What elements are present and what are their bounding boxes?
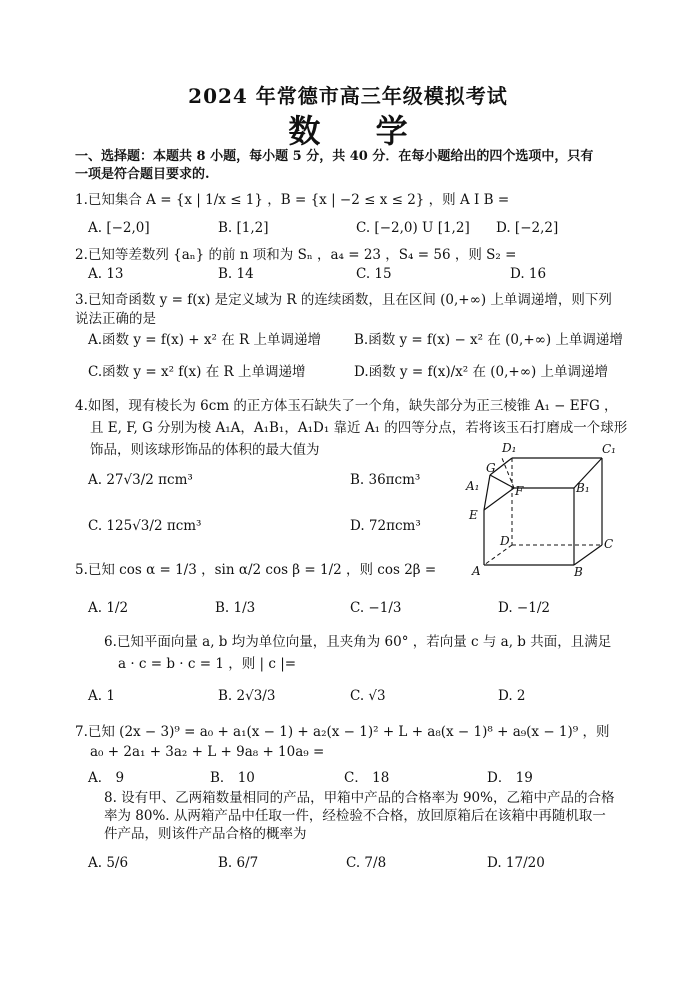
question-5-stem: 5.已知 cos α = 1/3 ，sin α/2 cos β = 1/2 ，则 cos 2β = bbox=[75, 562, 437, 578]
q3-option-c: C.函数 y = x² f(x) 在 R 上单调递增 bbox=[88, 364, 306, 380]
label-b: B bbox=[574, 565, 583, 579]
q1-option-c: C. [−2,0) U [1,2] bbox=[356, 220, 470, 236]
label-a1: A₁ bbox=[466, 479, 480, 493]
q3-option-d: D.函数 y = f(x)/x² 在 (0,+∞) 上单调递增 bbox=[354, 364, 609, 380]
question-6-stem-line2: a · c = b · c = 1 ，则 | c |= bbox=[118, 656, 297, 672]
q1-option-d: D. [−2,2] bbox=[496, 220, 559, 236]
q4-option-c: C. 125√3/2 πcm³ bbox=[88, 518, 202, 534]
q5-option-d: D. −1/2 bbox=[498, 600, 550, 616]
q8-option-c: C. 7/8 bbox=[346, 855, 387, 871]
q1-option-b: B. [1,2] bbox=[218, 220, 269, 236]
question-4-stem-line3: 饰品，则该球形饰品的体积的最大值为 bbox=[90, 442, 320, 458]
question-8-stem-line3: 件产品，则该件产品合格的概率为 bbox=[104, 826, 307, 842]
question-8-stem-line2: 率为 80%. 从两箱产品中任取一件，经检验不合格，放回原箱后在该箱中再随机取一 bbox=[104, 808, 606, 824]
question-1-stem bbox=[75, 188, 509, 208]
q4-option-d: D. 72πcm³ bbox=[350, 518, 421, 534]
q2-option-a: A. 13 bbox=[88, 266, 124, 282]
exam-title: 2024 年常德市高三年级模拟考试 bbox=[188, 84, 508, 108]
label-f: F bbox=[515, 484, 524, 498]
q1-option-a: A. [−2,0] bbox=[88, 220, 150, 236]
q5-option-c: C. −1/3 bbox=[350, 600, 402, 616]
q7-option-a: A． 9 bbox=[88, 770, 125, 786]
q2-option-d: D. 16 bbox=[510, 266, 547, 282]
q8-option-d: D. 17/20 bbox=[487, 855, 545, 871]
q6-option-b: B. 2√3/3 bbox=[218, 688, 276, 704]
q2-option-c: C. 15 bbox=[356, 266, 392, 282]
q6-option-a: A. 1 bbox=[88, 688, 115, 704]
q3-option-b: B.函数 y = f(x) − x² 在 (0,+∞) 上单调递增 bbox=[354, 332, 623, 348]
label-c: C bbox=[604, 537, 614, 551]
q3-option-a: A.函数 y = f(x) + x² 在 R 上单调递增 bbox=[88, 332, 321, 348]
q4-option-b: B. 36πcm³ bbox=[350, 472, 421, 488]
question-6-stem-line1: 6.已知平面向量 a, b 均为单位向量，且夹角为 60° ，若向量 c 与 a, b 共面，且满足 bbox=[104, 634, 612, 650]
question-7-stem-line2: a₀ + 2a₁ + 3a₂ + L + 9a₈ + 10a₉ = bbox=[90, 744, 325, 760]
q6-option-d: D. 2 bbox=[498, 688, 526, 704]
question-2-stem: 2.已知等差数列 {aₙ} 的前 n 项和为 Sₙ ，a₄ = 23 ，S₄ = 56 ，则 S₂ = bbox=[75, 247, 517, 263]
question-4-stem-line2: 且 E, F, G 分别为棱 A₁A，A₁B₁，A₁D₁ 靠近 A₁ 的四等分点，若将该玉石打磨成一个球形 bbox=[90, 420, 628, 436]
label-d1: D₁ bbox=[502, 441, 517, 455]
question-1-text: 1.已知集合 A = {x | 1/x ≤ 1} ，B = {x | −2 ≤ x ≤ 2} ，则 A I B = bbox=[75, 192, 510, 208]
q7-option-d: D． 19 bbox=[487, 770, 533, 786]
label-e: E bbox=[469, 508, 478, 522]
question-7-stem-line1: 7.已知 (2x − 3)⁹ = a₀ + a₁(x − 1) + a₂(x − 1)² + L + a₈(x − 1)⁸ + a₉(x − 1)⁹ ，则 bbox=[75, 724, 610, 740]
subject-title: 数 学 bbox=[288, 112, 430, 150]
q7-option-b: B． 10 bbox=[210, 770, 255, 786]
label-a: A bbox=[472, 564, 481, 578]
q7-option-c: C． 18 bbox=[344, 770, 390, 786]
label-g: G bbox=[486, 461, 496, 475]
question-4-stem-line1: 4.如图，现有棱长为 6cm 的正方体玉石缺失了一个角，缺失部分为正三棱锥 A₁ − EFG ， bbox=[75, 398, 618, 414]
q4-option-a: A. 27√3/2 πcm³ bbox=[88, 472, 193, 488]
section-instructions-line1: 一、选择题：本题共 8 小题，每小题 5 分，共 40 分．在每小题给出的四个选项中，只有 bbox=[75, 149, 594, 164]
label-c1: C₁ bbox=[602, 442, 616, 456]
section-instructions-line2: 一项是符合题目要求的. bbox=[75, 167, 210, 182]
question-3-stem-line1: 3.已知奇函数 y = f(x) 是定义域为 R 的连续函数，且在区间 (0,+∞) 上单调递增，则下列 bbox=[75, 292, 612, 308]
question-3-stem-line2: 说法正确的是 bbox=[75, 311, 156, 327]
label-d: D bbox=[500, 534, 510, 548]
q5-option-b: B. 1/3 bbox=[215, 600, 256, 616]
q5-option-a: A. 1/2 bbox=[88, 600, 129, 616]
label-b1: B₁ bbox=[576, 481, 590, 495]
q8-option-b: B. 6/7 bbox=[218, 855, 259, 871]
q2-option-b: B. 14 bbox=[218, 266, 254, 282]
cube-figure bbox=[462, 440, 622, 580]
q6-option-c: C. √3 bbox=[350, 688, 386, 704]
question-8-stem-line1: 8. 设有甲、乙两箱数量相同的产品，甲箱中产品的合格率为 90%，乙箱中产品的合格 bbox=[104, 790, 615, 806]
q8-option-a: A. 5/6 bbox=[88, 855, 129, 871]
